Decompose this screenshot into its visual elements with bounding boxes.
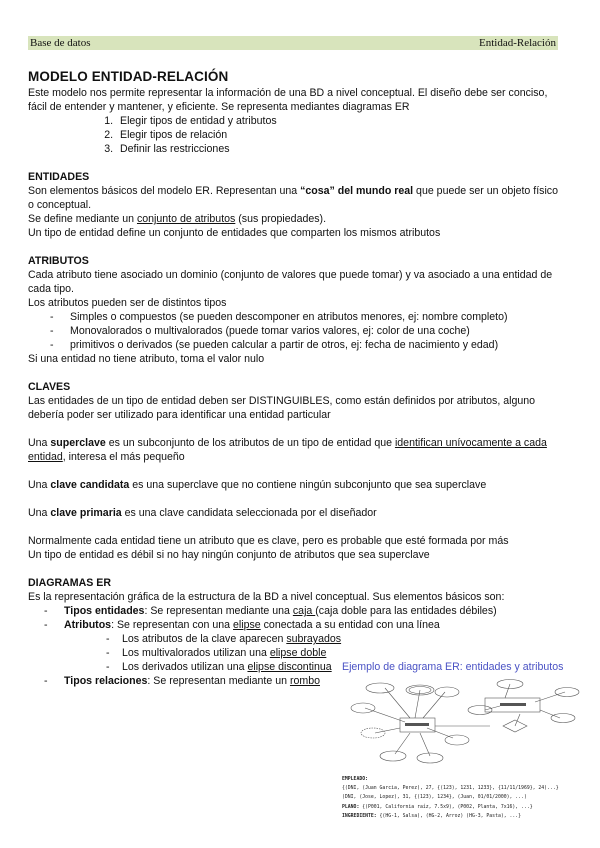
clave-candidata-paragraph: Una clave candidata es una superclave que no contiene ningún subconjunto que sea superclave bbox=[28, 479, 487, 491]
steps-list bbox=[28, 114, 562, 156]
step-item: 3. Definir las restricciones bbox=[116, 142, 562, 156]
list-item: - Tipos relaciones: Se representan mediante un rombo bbox=[44, 674, 562, 688]
relational-notation-block bbox=[342, 775, 587, 821]
superclave-paragraph: Una superclave es un subconjunto de los atributos de un tipo de entidad que identifican unívocamente a cada entidad, interesa el más pequeño bbox=[28, 437, 547, 463]
list-item: - Tipos entidades: Se representan mediante una caja (caja doble para las entidades débiles) bbox=[44, 604, 562, 618]
intro-paragraph: Este modelo nos permite representar la información de una BD a nivel conceptual. El diseño debe ser conciso, fácil de entender y mantener, y eficiente. Se representa mediantes diagramas ER bbox=[28, 87, 548, 113]
er-diagram-figure bbox=[335, 678, 585, 770]
section-heading-atributos: ATRIBUTOS bbox=[28, 255, 89, 267]
attribute-types-list bbox=[28, 310, 562, 352]
entidades-paragraph: Se define mediante un conjunto de atributos (sus propiedades). bbox=[28, 213, 327, 225]
list-item: - Los multivalorados utilizan una elipse doble bbox=[106, 646, 562, 660]
page-title: MODELO ENTIDAD-RELACIÓN bbox=[28, 69, 229, 84]
entidades-paragraph: Un tipo de entidad define un conjunto de entidades que comparten los mismos atributos bbox=[28, 227, 441, 239]
list-item: - Monovalorados o multivalorados (puede tomar varios valores, ej: color de una coche) bbox=[50, 324, 562, 338]
atributos-paragraph: Si una entidad no tiene atributo, toma el valor nulo bbox=[28, 353, 265, 365]
list-item: - Los atributos de la clave aparecen subrayados bbox=[106, 632, 562, 646]
code-label: PLANO: bbox=[342, 804, 360, 810]
clave-primaria-paragraph: Una clave primaria es una clave candidata seleccionada por el diseñador bbox=[28, 507, 377, 519]
code-line: {(HG-1, Salsa), (HG-2, Arroz) (HG-3, Pasta), ...} bbox=[376, 813, 522, 819]
list-item: - Simples o compuestos (se pueden descomponer en atributos menores, ej: nombre completo) bbox=[50, 310, 562, 324]
atributos-paragraph: Los atributos pueden ser de distintos tipos bbox=[28, 297, 227, 309]
header-topic: Entidad-Relación bbox=[479, 37, 556, 49]
section-heading-diagramas: DIAGRAMAS ER bbox=[28, 577, 111, 589]
section-heading-entidades: ENTIDADES bbox=[28, 171, 90, 183]
step-item: 2. Elegir tipos de relación bbox=[116, 128, 562, 142]
page-header bbox=[28, 36, 558, 50]
atributos-paragraph: Cada atributo tiene asociado un dominio (conjunto de valores que puede tomar) y va asociado a una entidad de cada tipo. bbox=[28, 269, 553, 295]
code-line: (DNI, (Jose, Lopez), 31, {(123), 1234}, (Juan, 01/01/2000), ...) bbox=[342, 795, 527, 801]
claves-paragraph: Las entidades de un tipo de entidad deben ser DISTINGUIBLES, como están definidos por atributos, alguno debería poder ser utilizado para identificar una entidad particular bbox=[28, 395, 536, 421]
section-heading-claves: CLAVES bbox=[28, 381, 71, 393]
entidades-paragraph: Son elementos básicos del modelo ER. Representan una “cosa” del mundo real que puede ser un objeto físico o conceptual. bbox=[28, 185, 558, 211]
code-line: {(P001, California raíz, 7.5x9), (P002, Planta, 7x16), ...} bbox=[359, 804, 533, 810]
diagram-elements-list bbox=[28, 604, 562, 688]
step-item: 1. Elegir tipos de entidad y atributos bbox=[116, 114, 562, 128]
header-subject: Base de datos bbox=[30, 37, 91, 49]
document-body bbox=[28, 70, 562, 688]
list-item: - Los derivados utilizan una elipse discontinua bbox=[106, 660, 562, 674]
code-label: INGREDIENTE: bbox=[342, 813, 377, 819]
list-item: - primitivos o derivados (se pueden calcular a partir de otros, ej: fecha de nacimiento y edad) bbox=[50, 338, 562, 352]
list-item: - Atributos: Se representan con una elipse conectada a su entidad con una línea - Los atributos de la clave aparecen subrayados - Los multivalorados utilizan una elipse doble - Los derivados utilizan una elipse discontinua bbox=[44, 618, 562, 674]
diagramas-paragraph: Es la representación gráfica de la estructura de la BD a nivel conceptual. Sus elementos básicos son: bbox=[28, 591, 505, 603]
code-label: EMPLEADO: bbox=[342, 777, 368, 782]
claves-paragraph: Normalmente cada entidad tiene un atributo que es clave, pero es probable que esté formada por más bbox=[28, 535, 509, 547]
diagram-caption: Ejemplo de diagrama ER: entidades y atributos bbox=[342, 661, 564, 673]
code-line: {(DNI, (Juan Garcia, Perez), 27, {(123), 1231, 1233}, {11/11/1969}, 24)...} bbox=[342, 786, 559, 792]
claves-paragraph: Un tipo de entidad es débil si no hay ningún conjunto de atributos que sea superclave bbox=[28, 549, 430, 561]
